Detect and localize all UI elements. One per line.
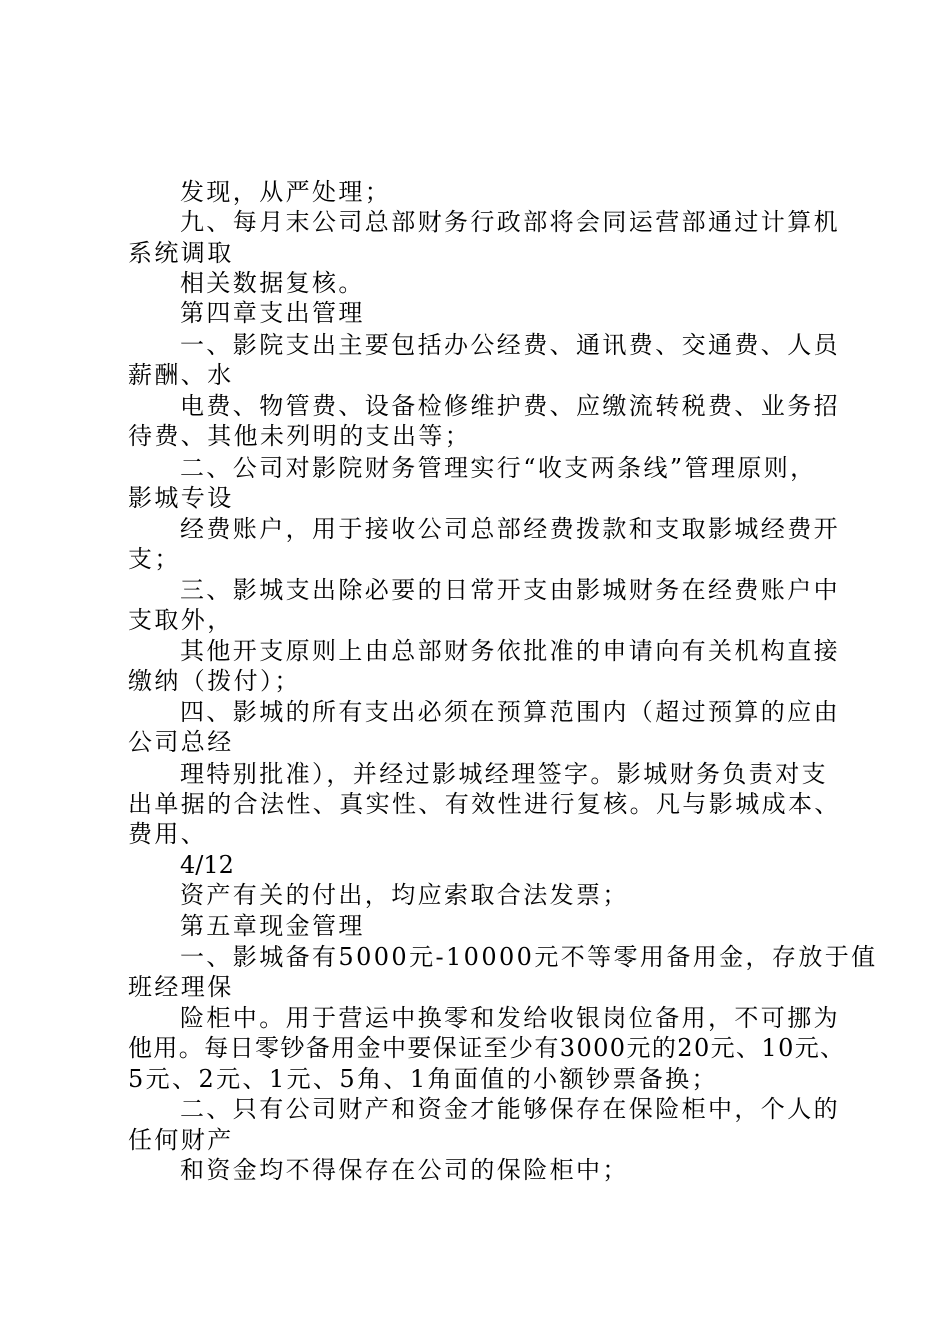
text-line: 三、影城支出除必要的日常开支由影城财务在经费账户中 <box>180 576 840 604</box>
chapter-heading: 第五章现金管理 <box>180 912 365 940</box>
text-line: 待费、其他未列明的支出等； <box>128 422 472 450</box>
text-line: 相关数据复核。 <box>180 269 365 297</box>
text-line: 公司总经 <box>128 728 234 756</box>
text-line: 资产有关的付出，均应索取合法发票； <box>180 881 629 909</box>
text-line: 九、每月末公司总部财务行政部将会同运营部通过计算机 <box>180 208 840 236</box>
text-line: 一、影城备有5000元-10000元不等零用备用金，存放于值 <box>180 943 878 971</box>
text-line: 险柜中。用于营运中换零和发给收银岗位备用，不可挪为 <box>180 1004 840 1032</box>
text-line: 费用、 <box>128 820 208 848</box>
text-line: 他用。每日零钞备用金中要保证至少有3000元的20元、10元、 <box>128 1034 846 1062</box>
text-line: 理特别批准），并经过影城经理签字。影城财务负责对支 <box>180 760 828 788</box>
text-line: 发现，从严处理； <box>180 178 392 206</box>
text-line: 任何财产 <box>128 1126 234 1154</box>
text-line: 薪酬、水 <box>128 361 234 389</box>
text-line: 四、影城的所有支出必须在预算范围内（超过预算的应由 <box>180 698 840 726</box>
text-line: 缴纳（拨付）； <box>128 667 301 695</box>
text-line: 出单据的合法性、真实性、有效性进行复核。凡与影城成本、 <box>128 790 841 818</box>
text-line: 班经理保 <box>128 973 234 1001</box>
text-line: 支； <box>128 545 181 573</box>
text-line: 支取外， <box>128 606 234 634</box>
text-line: 和资金均不得保存在公司的保险柜中； <box>180 1156 629 1184</box>
text-line: 5元、2元、1元、5角、1角面值的小额钞票备换； <box>128 1065 718 1093</box>
text-line: 二、只有公司财产和资金才能够保存在保险柜中，个人的 <box>180 1095 840 1123</box>
chapter-heading: 第四章支出管理 <box>180 299 365 327</box>
text-line: 其他开支原则上由总部财务依批准的申请向有关机构直接 <box>180 637 840 665</box>
text-line: 一、影院支出主要包括办公经费、通讯费、交通费、人员 <box>180 331 840 359</box>
text-line: 二、公司对影院财务管理实行“收支两条线”管理原则， <box>180 454 817 482</box>
page-number: 4/12 <box>180 851 234 879</box>
text-line: 系统调取 <box>128 239 234 267</box>
text-line: 影城专设 <box>128 484 234 512</box>
text-line: 经费账户，用于接收公司总部经费拨款和支取影城经费开 <box>180 515 840 543</box>
text-line: 电费、物管费、设备检修维护费、应缴流转税费、业务招 <box>180 392 840 420</box>
